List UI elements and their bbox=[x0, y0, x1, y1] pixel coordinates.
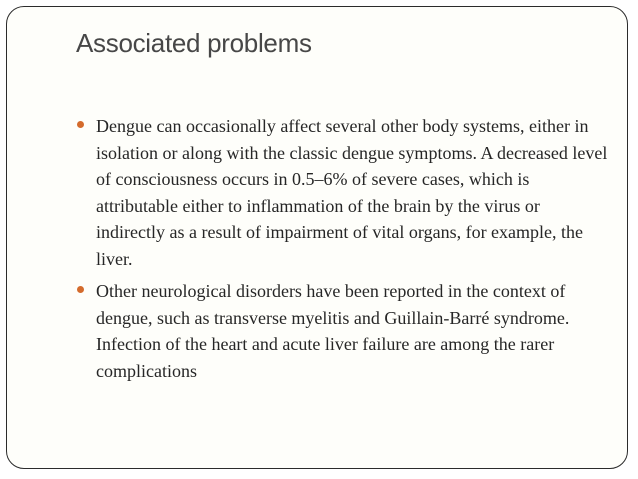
bullet-text: Other neurological disorders have been reported in the context of dengue, such as transverse myelitis and Guillain-Barré syndrome. Infection of the heart and acute liver failure are among the rarer complications bbox=[96, 281, 570, 381]
bullet-text: Dengue can occasionally affect several other body systems, either in isolation or along with the classic dengue symptoms. A decreased level of consciousness occurs in 0.5–6% of severe cases, which is attributable either to inflammation of the brain by the virus or indirectly as a result of impairment of vital organs, for example, the liver. bbox=[96, 116, 608, 269]
slide-title: Associated problems bbox=[76, 28, 312, 58]
bullet-dot-icon bbox=[77, 121, 84, 128]
bullet-dot-icon bbox=[77, 286, 84, 293]
slide-frame bbox=[6, 6, 628, 469]
bullet-item-neurological-disorders bbox=[77, 278, 613, 384]
bullet-item-dengue-systems bbox=[77, 113, 613, 272]
bullet-list bbox=[77, 113, 613, 390]
